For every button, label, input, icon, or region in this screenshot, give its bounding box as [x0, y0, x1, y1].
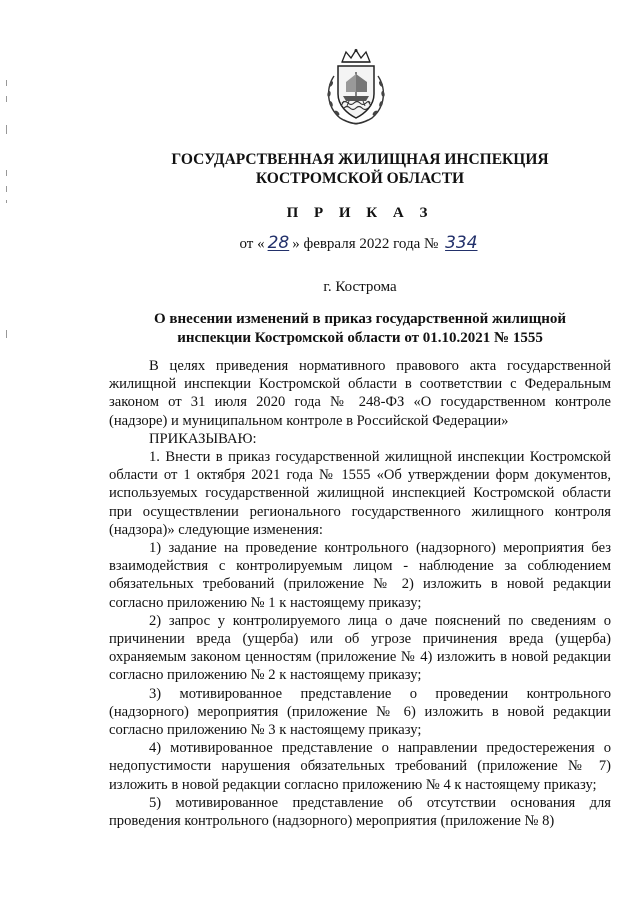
subject-line1: О внесении изменений в приказ государственной жилищной [153, 311, 567, 327]
kostroma-coat-of-arms-icon [322, 48, 390, 126]
subitem-4-paragraph: 4) мотивированное представление о направлении предостережения о недопустимости нарушения обязательных требований (приложение № 7) изложить в новой редакции согласно приложению № 4 к настоящему приказу; [109, 740, 611, 793]
organization-name-line2: КОСТРОМСКОЙ ОБЛАСТИ [255, 170, 465, 187]
item-1-paragraph: 1. Внести в приказ государственной жилищной инспекции Костромской области от 1 октября 2021 года № 1555 «Об утверждении форм документов, используемых государственной жилищной инспекцией Костромской области при осуществлении регионального государственного жилищного контроля (надзора)» следующие изменения: [109, 449, 611, 538]
subject-line2: инспекции Костромской области от 01.10.2021 № 1555 [177, 330, 543, 346]
order-word: ПРИКАЗЫВАЮ: [149, 430, 257, 447]
order-date-line [110, 233, 610, 253]
date-prefix: от « [239, 236, 265, 252]
subitem-2-paragraph: 2) запрос у контролируемого лица о даче пояснений по сведениям о причинении вреда (ущерба) или об угрозе причинения вреда (ущерба) охраняемым законом ценностям (приложение № 4) изложить в новой редакции согласно приложению № 2 к настоящему приказу; [109, 612, 611, 684]
subitem-5-paragraph: 5) мотивированное представление об отсутствии основания для проведения контрольного (надзорного) мероприятия (приложение № 8) [109, 794, 611, 830]
city: г. Кострома [323, 279, 397, 295]
date-middle: » февраля 2022 года № [292, 236, 439, 252]
order-body [109, 357, 611, 830]
organization-name-line1: ГОСУДАРСТВЕННАЯ ЖИЛИЩНАЯ ИНСПЕКЦИЯ [171, 151, 549, 168]
handwritten-order-number: 334 [445, 233, 478, 253]
handwritten-day: 28 [267, 233, 290, 253]
subitem-1-paragraph: 1) задание на проведение контрольного (надзорного) мероприятия без взаимодействия с контролируемым лицом - наблюдение за соблюдением обязательных требований (приложение № 2) изложить в новой редакции согласно приложению № 1 к настоящему приказу; [109, 540, 611, 611]
subitem-3-paragraph: 3) мотивированное представление о проведении контрольного (надзорного) мероприятия (приложение № 6) изложить в новой редакции согласно приложению № 3 к настоящему приказу; [109, 685, 611, 739]
preamble-paragraph: В целях приведения нормативного правового акта государственной жилищной инспекции Костромской области в соответствии с Федеральным законом от 31 июля 2020 года № 248-ФЗ «О государственном контроле (надзоре) и муниципальном контроле в Российской Федерации» [109, 358, 611, 429]
document-title: П Р И К А З [286, 205, 434, 221]
